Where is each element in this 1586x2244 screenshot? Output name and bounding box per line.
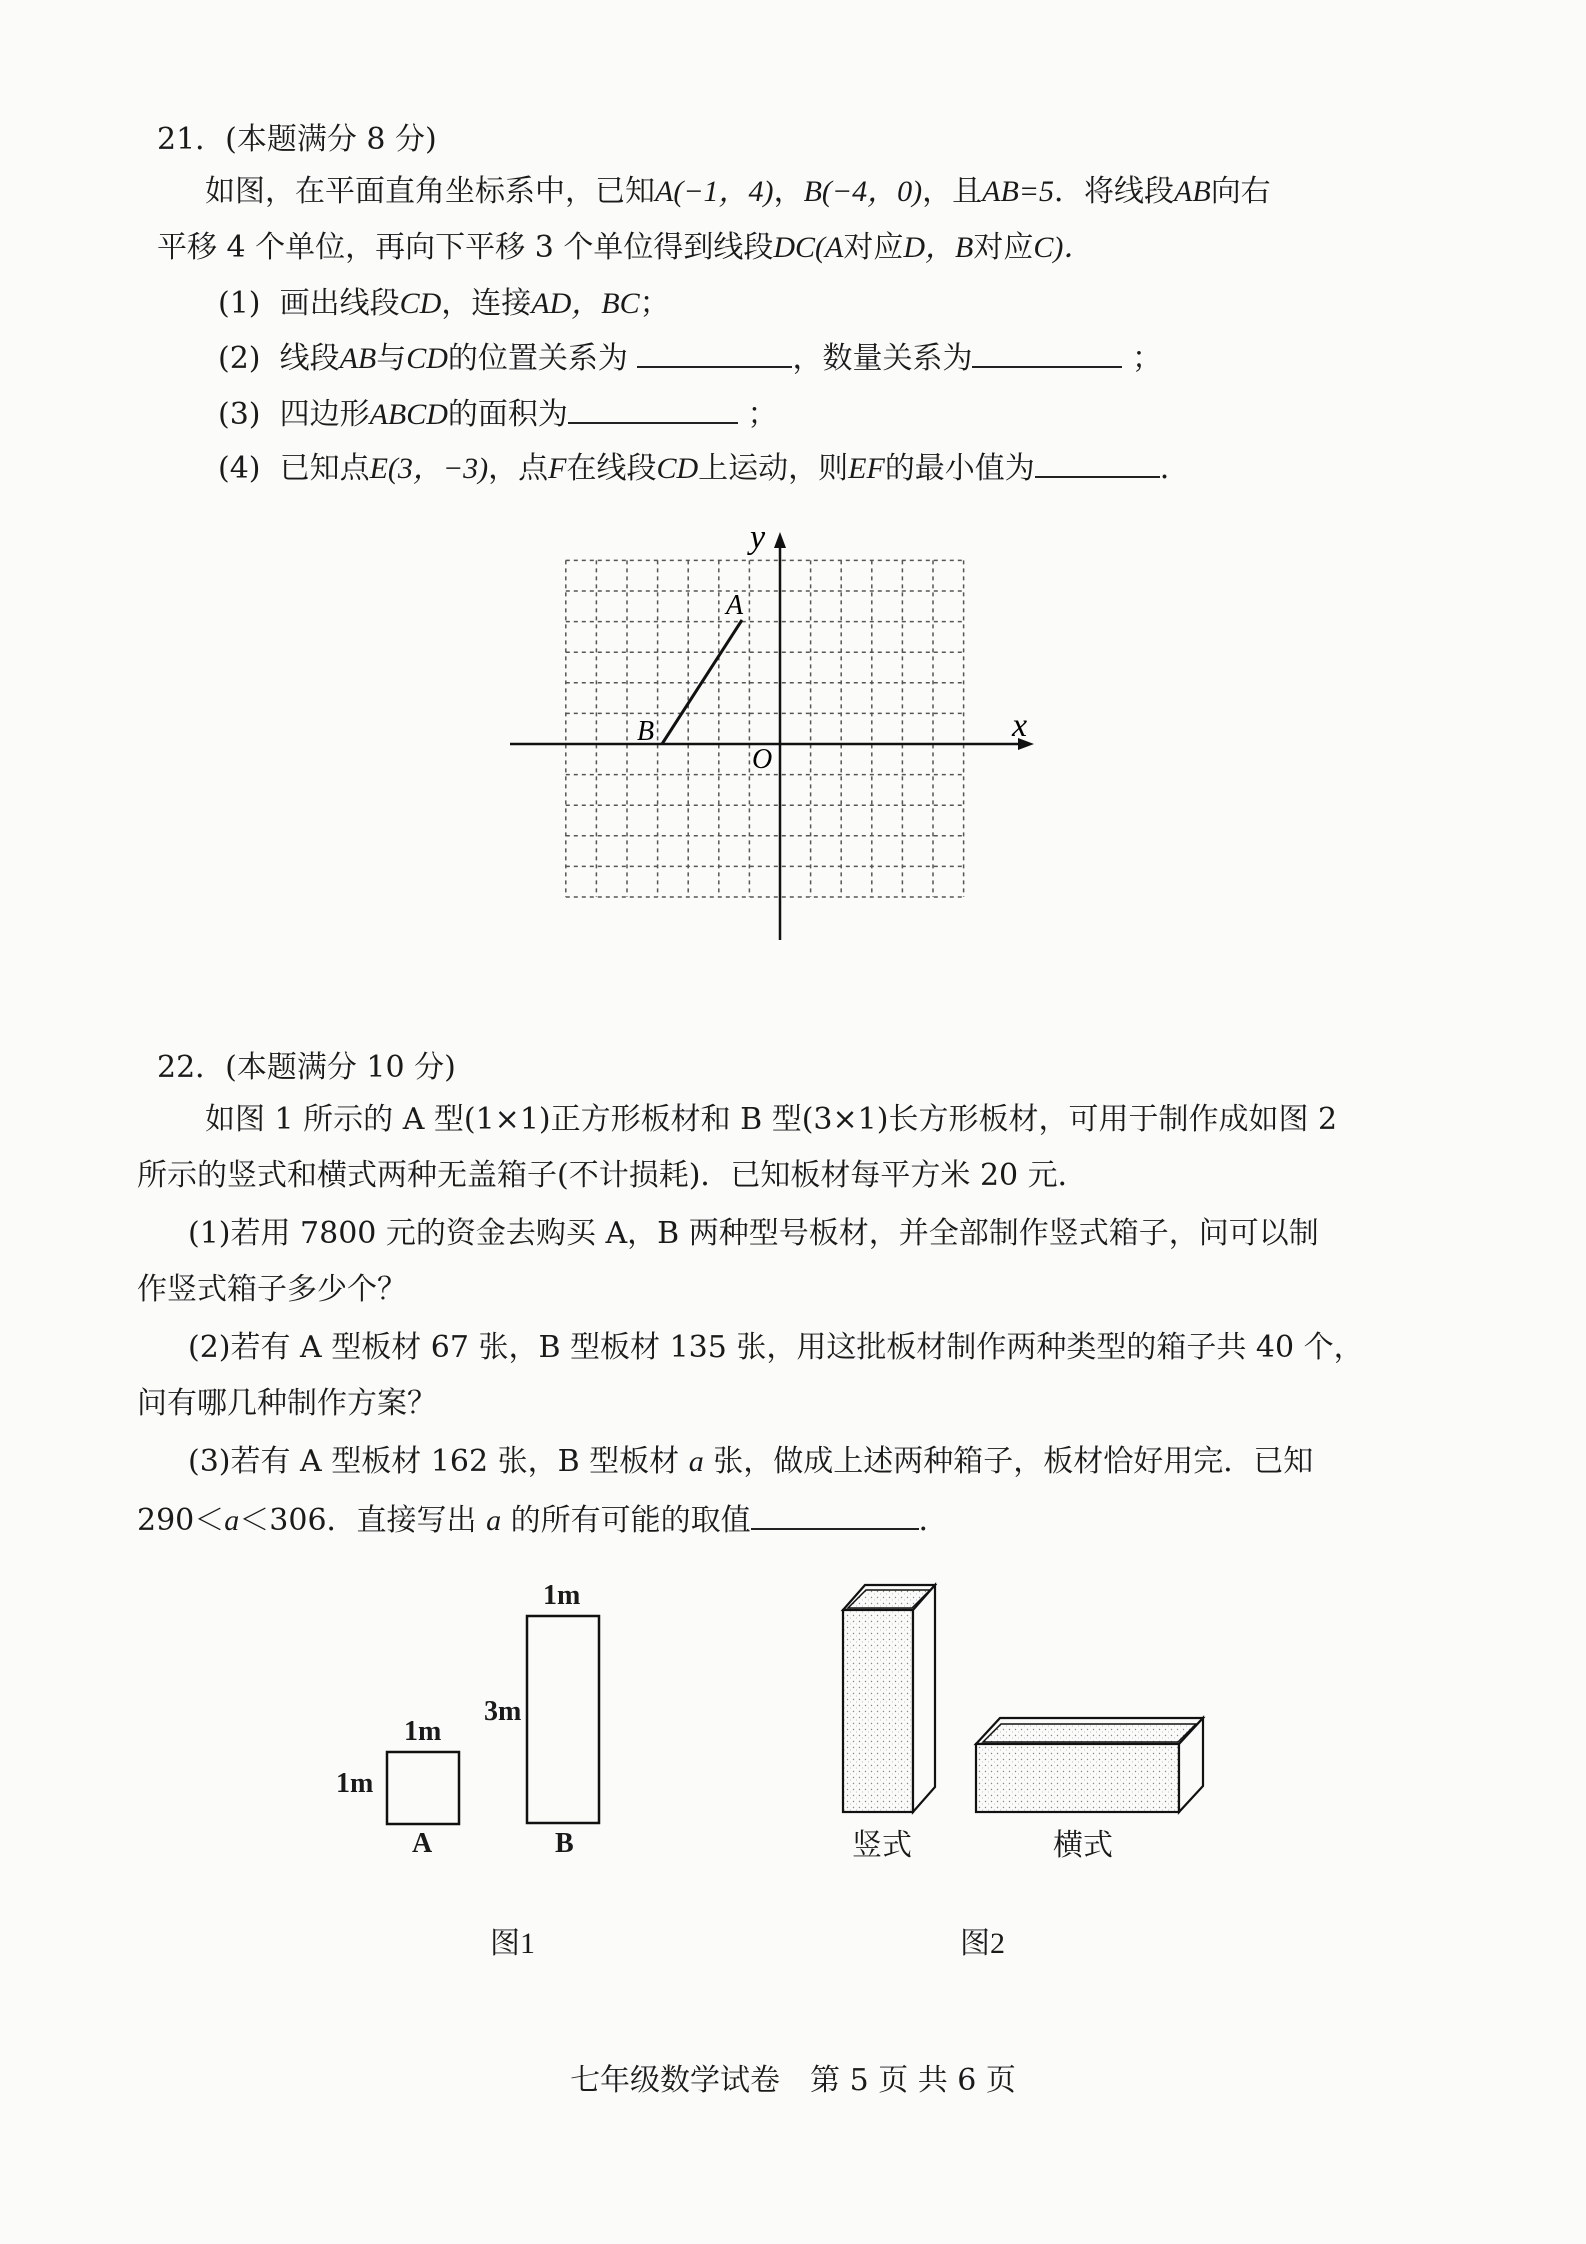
q22-text-line1: 如图 1 所示的 A 型(1×1)正方形板材和 B 型(3×1)长方形板材，可用于制作成如图 2 <box>205 1102 1338 1137</box>
vertical-box <box>843 1585 935 1812</box>
q21-part4: (4) 已知点E(3，−3)，点F在线段CD上运动，则EF的最小值为 ． <box>218 448 1190 489</box>
fig1-a-name: A <box>412 1828 433 1859</box>
y-axis-label: y <box>750 519 766 556</box>
fig1-b-height-label: 3m <box>484 1696 522 1727</box>
q22-part3-line1: (3)若有 A 型板材 162 张，B 型板材 a 张，做成上述两种箱子，板材恰好用完．已知 <box>188 1444 1314 1479</box>
q22-part3-line2: 290＜a＜306．直接写出 a 的所有可能的取值 ． <box>137 1500 949 1541</box>
fig1-b-name: B <box>555 1828 574 1859</box>
horizontal-box <box>976 1718 1203 1812</box>
x-axis-label: x <box>1012 707 1028 744</box>
q22-part2-line1: (2)若有 A 型板材 67 张，B 型板材 135 张，用这批板材制作两种类型的箱子共 40 个， <box>188 1330 1364 1365</box>
q22-text-line2: 所示的竖式和横式两种无盖箱子(不计损耗)．已知板材每平方米 20 元． <box>137 1158 1088 1193</box>
q22-part1-line2: 作竖式箱子多少个？ <box>137 1272 407 1307</box>
fig1-a-width-label: 1m <box>404 1716 442 1747</box>
panel-b-rectangle <box>527 1616 599 1823</box>
q21-text-line1: 如图，在平面直角坐标系中，已知A(−1，4)，B(−4，0)，且AB=5．将线段AB向右 <box>205 174 1271 209</box>
q22-part1-line1: (1)若用 7800 元的资金去购买 A，B 两种型号板材，并全部制作竖式箱子，问可以制 <box>188 1216 1319 1251</box>
q21-text-line2: 平移 4 个单位，再向下平移 3 个单位得到线段DC(A对应D，B对应C)． <box>157 230 1094 265</box>
q21-part3: (3) 四边形ABCD的面积为 ； <box>218 394 777 435</box>
point-a-label: A <box>726 590 744 621</box>
fig1-b-width-label: 1m <box>543 1580 581 1611</box>
origin-label: O <box>752 744 773 775</box>
q21-part2: (2) 线段AB与CD的位置关系为 ，数量关系为 ； <box>218 338 1162 379</box>
fig2-horizontal-label: 横式 <box>1053 1829 1113 1862</box>
fig1-caption: 图1 <box>490 1927 535 1960</box>
fig2-caption: 图2 <box>960 1927 1005 1960</box>
q21-part1: (1) 画出线段CD，连接AD，BC； <box>218 286 670 321</box>
panel-a-square <box>387 1752 459 1824</box>
page-footer: 七年级数学试卷 第 5 页 共 6 页 <box>570 2063 1016 2098</box>
point-b-label: B <box>637 716 655 747</box>
fig1-a-height-label: 1m <box>336 1768 374 1799</box>
fig2-vertical-label: 竖式 <box>852 1829 912 1862</box>
q21-header: 21．(本题满分 8 分) <box>157 122 437 157</box>
q22-header: 22．(本题满分 10 分) <box>157 1050 456 1085</box>
q22-part2-line2: 问有哪几种制作方案？ <box>137 1386 437 1421</box>
